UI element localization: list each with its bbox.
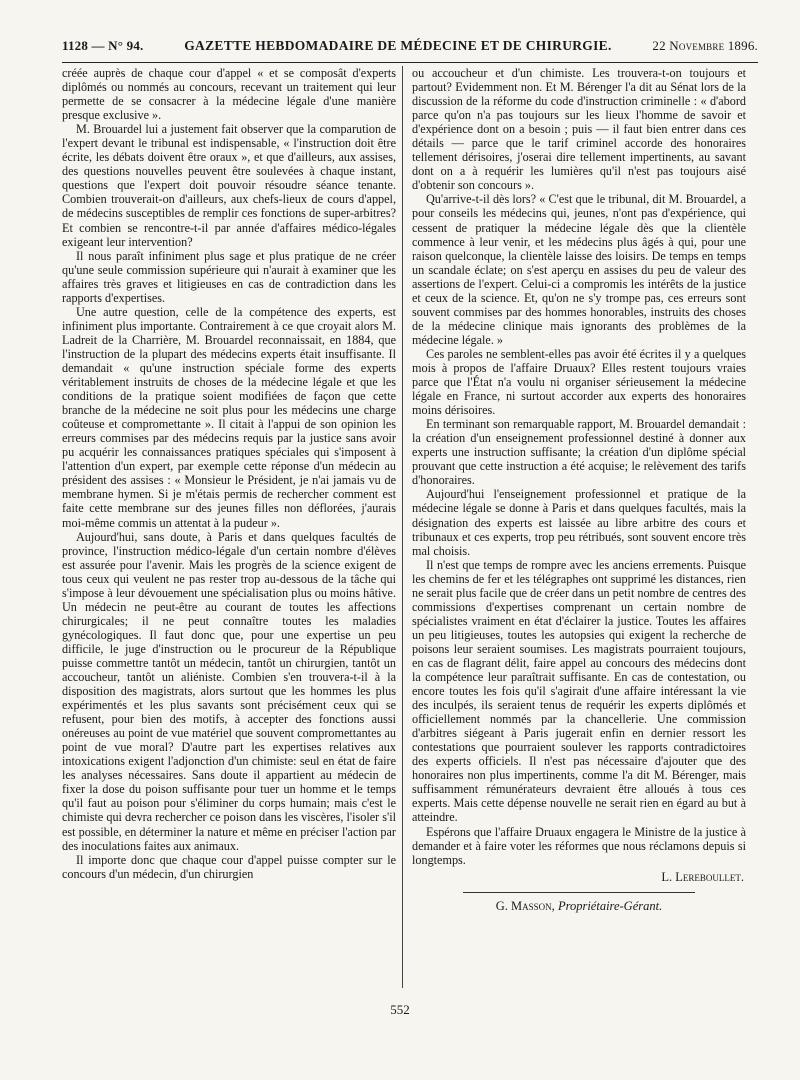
- paragraph: ou accoucheur et d'un chimiste. Les trouvera-t-on toujours et partout? Evidemment non. Et M. Bérenger l'a dit au Sénat lors de la discussion de la réforme du code d'instruction criminelle : « d'abord parce qu'on n'a pas toujours sur les lieux l'homme de savoir et d'expérience dont on a besoin ; puis — il faut bien entrer dans ces détails — parce que le tarif criminel accorde des honoraires tellement dérisoires, j'oserai dire tellement impertinents, au savant dont on a à requérir les lumières qu'il n'est pas toujours aisé d'obtenir son concours ».: [412, 66, 746, 193]
- issue-date-year: 1896.: [727, 38, 758, 53]
- paragraph: Il n'est que temps de rompre avec les anciens errements. Puisque les chemins de fer et les télégraphes ont supprimé les distances, rien ne serait plus facile que de créer dans un petit nombre de centres des commissions d'expertises comprenant un certain nombre de spécialistes vraiment en état d'éclairer la justice. Toutes les affaires un peu litigieuses, toutes les autopsies qui exigent la recherche de poisons leur seraient soumises. Les magistrats pourraient toujours, en cas de flagrant délit, faire appel au concours des médecins dont la compétence leur paraîtrait suffisante. En cas de contestation, ou encore toutes les fois qu'il s'agirait d'une affaire intéressant la vie des inculpés, ils seraient tenus de requérir les experts diplômés et officiellement nommés par la chancellerie. Une commission d'arbitres siégeant à Paris jugerait enfin en dernier ressort les contestations que pourraient soulever les rapports contradictoires des experts officiels. Il n'est pas nécessaire d'ajouter que des honoraires non plus impertinents, comme l'a dit M. Bérenger, mais suffisamment rémunérateurs devraient être alloués à tous ces experts. Mais cette dépense nouvelle ne serait rien en égard au but à atteindre.: [412, 557, 746, 825]
- paragraph: Aujourd'hui, sans doute, à Paris et dans quelques facultés de province, l'instruction médico-légale d'un certain nombre d'élèves est assurée pour l'avenir. Mais les progrès de la science exigent de tous ceux qui veulent ne pas rester trop au-dessous de la tâche qui s'impose à leur dévouement une spécialisation plus ou moins hâtive. Un médecin ne peut-être au courant de toutes les affections chirurgicales; il ne peut connaître toutes les maladies gynécologiques. Il faut donc que, pour une expertise un peu difficile, le juge d'instruction ou le procureur de la République puisse commettre tantôt un médecin, tantôt un chirurgien, tantôt un accoucheur, tantôt un aliéniste. Combien s'en trouvera-t-il à la disposition des magistrats, alors surtout que les hommes les plus expérimentés et les plus savants sont précisément ceux qui se refusent, pour bien des motifs, à accepter des fonctions aussi onéreuses au point de vue matériel que souvent compromettantes au point de vue moral? D'autre part les expertises relatives aux intoxications exigent l'adjonction d'un chimiste: seul en état de faire les analyses nécessaires. Sans doute il appartient au médecin de fixer la dose du poison suffisante pour tuer un homme et le temps qu'il faut au poison pour s'éliminer du corps humain; mais c'est le chimiste qui devra rechercher ce poison dans les viscères, l'isoler s'il est possible, en déterminer la nature et même en préciser l'action par des inoculations faites aux animaux.: [62, 529, 396, 853]
- paragraph: Il nous paraît infiniment plus sage et plus pratique de ne créer qu'une seule commission supérieure qui n'aurait à examiner que les affaires très graves et litigieuses en cas de contradiction dans les rapports d'expertises.: [62, 248, 396, 305]
- page-reference: 1128 — N° 94.: [62, 38, 144, 53]
- paragraph: Qu'arrive-t-il dès lors? « C'est que le tribunal, dit M. Brouardel, a pour conseils les médecins qui, jeunes, n'ont pas d'expérience, qui cessent de pratiquer la médecine légale dès que la clientèle commence à leur venir, et les médecins plus âgés à qui, pour une raison quelconque, la clientèle laisse des loisirs. De temps en temps un scandale éclate; on s'est aperçu en assises du peu de valeur des assertions de l'expert. Celui-ci a compromis les intérêts de la justice et ceux de la science. Et, qu'on ne s'y trompe pas, ces erreurs sont souvent commises par des hommes honorables, instruits des choses de la médecine clinique mais ignorants des problèmes de la médecine légale. »: [412, 192, 746, 347]
- paragraph: créée auprès de chaque cour d'appel « et se composât d'experts diplômés ou nommés au concours, recevant un traitement qui leur permette de se consacrer à la médecine légale d'une manière presque exclusive ».: [62, 66, 396, 123]
- column-divider: [402, 66, 403, 988]
- publisher-line: [412, 899, 746, 913]
- page-header: [62, 38, 758, 60]
- paragraph: M. Brouardel lui a justement fait observer que la comparution de l'expert devant le tribunal est indispensable, « l'instruction doit être écrite, les débats doivent être oraux », et que d'ailleurs, aux assises, des questions nouvelles peuvent être soulevées à chaque instant, questions que l'expert doit pouvoir résoudre séance tenante. Combien trouverait-on d'ailleurs, aux chefs-lieux de cours d'appel, de médecins susceptibles de remplir ces fonctions de super-arbitres? Et combien se rencontre-t-il par année d'affaires médico-légales exigeant leur intervention?: [62, 122, 396, 249]
- issue-date-month: Novembre: [669, 38, 725, 53]
- paragraph: En terminant son remarquable rapport, M. Brouardel demandait : la création d'un enseignement professionnel destiné à donner aux experts une instruction suffisante; la création d'un diplôme spécial prouvant que cette instruction a été acquise; le relèvement des tarifs d'honoraires.: [412, 417, 746, 488]
- header-rule: [62, 62, 758, 63]
- publisher-role: Propriétaire-Gérant.: [557, 898, 663, 913]
- page-number: 552: [390, 1002, 410, 1017]
- author-signature: L. Lereboullet.: [661, 869, 744, 884]
- paragraph: Ces paroles ne semblent-elles pas avoir été écrites il y a quelques mois à propos de l'affaire Druaux? Elles restent toujours vraies parce que l'État n'a voulu ni organiser sérieusement la médecine légale en France, ni surtout accorder aux experts des honoraires moins dérisoires.: [412, 346, 746, 418]
- publisher-name: G. Masson,: [495, 898, 555, 913]
- paragraph: Aujourd'hui l'enseignement professionnel et pratique de la médecine légale se donne à Paris et dans quelques facultés, mais la désignation des experts est laissée au libre arbitre des cours et tribunaux et ces experts, trop peu rétribués, sont souvent encore très mal choisis.: [412, 487, 746, 558]
- paragraph: Une autre question, celle de la compétence des experts, est infiniment plus importante. Contrairement à ce que croyait alors M. Ladreit de la Charrière, M. Brouardel reconnaissait, en 1884, que l'instruction de la plupart des médecins experts était insuffisante. Il demandait « qu'une instruction spéciale forme des experts véritablement instruits de choses de la médecine légale et que les conditions de la pratique soient modifiées de façon que cette branche de la médecine ne soit plus pour les médecins une charge coûteuse et compromettante ». Il citait à l'appui de son opinion les erreurs commises par des médecins requis par la justice sans avoir pu acquérir les connaissances pratiques spéciales qui s'imposent à l'attention d'un expert, par exemple cette réponse d'un médecin au président des assises : « Monsieur le Président, je n'ai jamais vu de membrane hymen. Si je m'étais permis de rechercher comment est faite cette membrane sur des jeunes filles non déflorées, j'aurais moi-même commis un attentat à la pudeur ».: [62, 304, 396, 530]
- paragraph: Il importe donc que chaque cour d'appel puisse compter sur le concours d'un médecin, d'un chirurgien: [62, 852, 396, 881]
- issue-date-day: 22: [652, 38, 666, 53]
- left-column: [62, 66, 396, 986]
- signature-rule: [463, 892, 695, 893]
- right-column: [412, 66, 746, 986]
- paragraph: Espérons que l'affaire Druaux engagera le Ministre de la justice à demander et à faire voter les réformes que nous réclamons depuis si longtemps.: [412, 824, 746, 867]
- journal-title: GAZETTE HEBDOMADAIRE DE MÉDECINE ET DE CHIRURGIE.: [184, 38, 612, 53]
- issue-date: [652, 38, 758, 54]
